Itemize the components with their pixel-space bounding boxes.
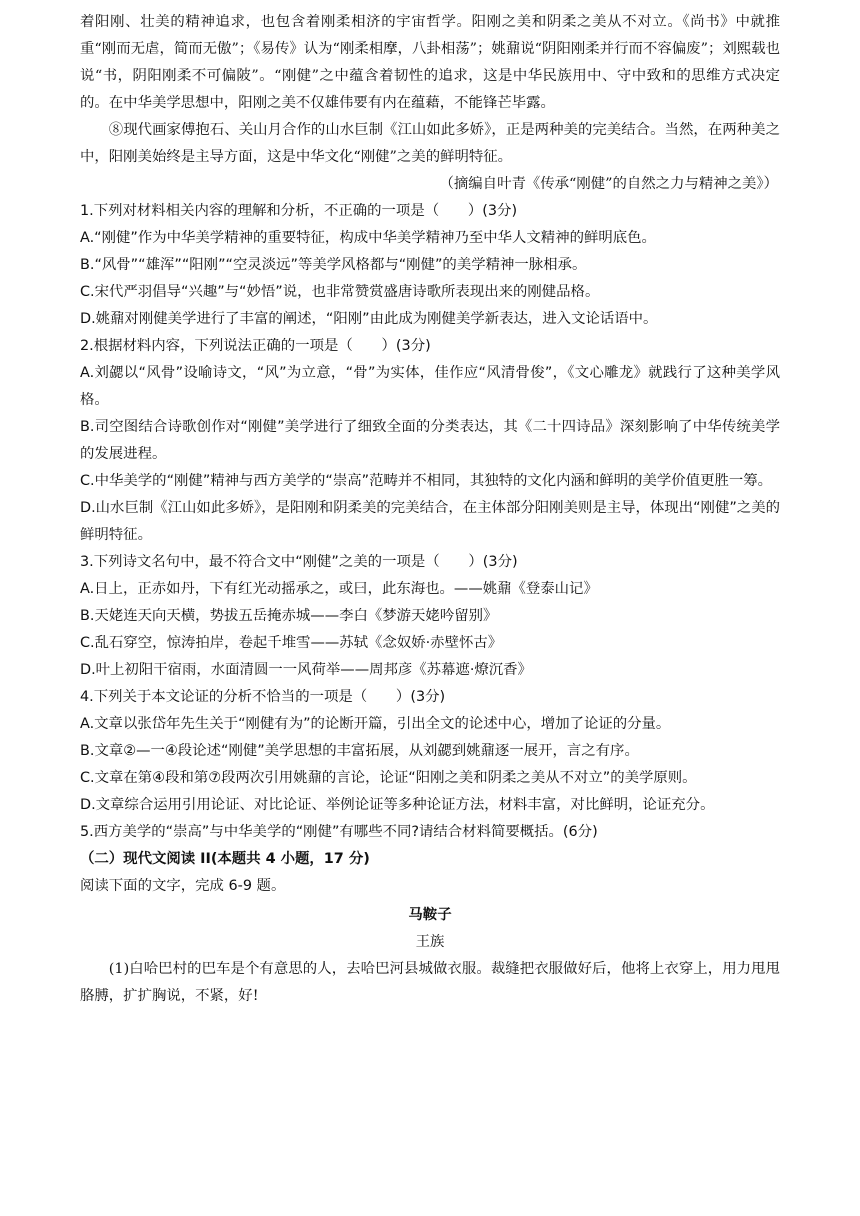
question-1 <box>80 198 780 333</box>
question-stem: 5.西方美学的“崇高”与中华美学的“刚健”有哪些不同?请结合材料简要概括。(6分) <box>80 824 598 840</box>
article-title: 马鞍子 <box>408 907 452 923</box>
question-2 <box>80 333 780 549</box>
article-paragraph-1: (1)白哈巴村的巴车是个有意思的人，去哈巴河县城做衣服。裁缝把衣服做好后，他将上衣穿上，用力甩甩胳膊，扩扩胸说，不紧，好! <box>80 961 780 1004</box>
option-d: D.文章综合运用引用论证、对比论证、举例论证等多种论证方法，材料丰富，对比鲜明，论证充分。 <box>80 797 715 813</box>
passage-paragraph-7-continued: 着阳刚、壮美的精神追求，也包含着刚柔相济的宇宙哲学。阳刚之美和阴柔之美从不对立。《尚书》中就推重“刚而无虐，简而无傲”；《易传》认为“刚柔相摩，八卦相荡”；姚鼐说“阴阳刚柔并行而不容偏废”；刘熙载也说“书，阴阳刚柔不可偏陂”。“刚健”之中蕴含着韧性的追求，这是中华民族用中、守中致和的思维方式决定的。在中华美学思想中，阳刚之美不仅雄伟要有内在蕴藉，不能锋芒毕露。 <box>80 14 780 111</box>
option-b: B.“风骨”“雄浑”“阳刚”“空灵淡远”等美学风格都与“刚健”的美学精神一脉相承。 <box>80 257 587 273</box>
question-stem: 1.下列对材料相关内容的理解和分析，不正确的一项是（ ）(3分) <box>80 203 518 219</box>
option-a: A.日上，正赤如丹，下有红光动摇承之，或曰，此东海也。——姚鼐《登泰山记》 <box>80 581 598 597</box>
option-d: D.姚鼐对刚健美学进行了丰富的阐述，“阳刚”由此成为刚健美学新表达，进入文论话语中。 <box>80 311 658 327</box>
option-b: B.文章②—一④段论述“刚健”美学思想的丰富拓展，从刘勰到姚鼐逐一展开，言之有序。 <box>80 743 639 759</box>
option-c: C.乱石穿空，惊涛拍岸，卷起千堆雪——苏轼《念奴娇·赤壁怀古》 <box>80 635 503 651</box>
option-b: B.天姥连天向天横，势拔五岳掩赤城——李白《梦游天姥吟留别》 <box>80 608 498 624</box>
option-b: B.司空图结合诗歌创作对“刚健”美学进行了细致全面的分类表达，其《二十四诗品》深刻影响了中华传统美学的发展进程。 <box>80 419 780 462</box>
option-a: A.刘勰以“风骨”设喻诗文，“风”为立意，“骨”为实体，佳作应“风清骨俊”，《文心雕龙》就践行了这种美学风格。 <box>80 365 780 408</box>
option-a: A.文章以张岱年先生关于“刚健有为”的论断开篇，引出全文的论述中心，增加了论证的分量。 <box>80 716 671 732</box>
option-d: D.叶上初阳干宿雨，水面清圆一一风荷举——周邦彦《苏幕遮·燎沉香》 <box>80 662 532 678</box>
passage-paragraph-8: ⑧现代画家傅抱石、关山月合作的山水巨制《江山如此多娇》，正是两种美的完美结合。当然，在两种美之中，阳刚美始终是主导方面，这是中华文化“刚健”之美的鲜明特征。 <box>80 122 780 165</box>
question-4 <box>80 684 780 819</box>
article-author: 王族 <box>415 934 445 950</box>
question-stem: 4.下列关于本文论证的分析不恰当的一项是（ ）(3分) <box>80 689 446 705</box>
question-5 <box>80 819 780 846</box>
option-d: D.山水巨制《江山如此多娇》，是阳刚和阴柔美的完美结合，在主体部分阳刚美则是主导，体现出“刚健”之美的鲜明特征。 <box>80 500 780 543</box>
section-instruction: 阅读下面的文字，完成 6-9 题。 <box>80 878 286 894</box>
option-c: C.中华美学的“刚健”精神与西方美学的“崇高”范畴并不相同，其独特的文化内涵和鲜明的美学价值更胜一筹。 <box>80 473 773 489</box>
page-content <box>80 9 780 1010</box>
option-c: C.宋代严羽倡导“兴趣”与“妙悟”说，也非常赞赏盛唐诗歌所表现出来的刚健品格。 <box>80 284 600 300</box>
passage-source: （摘编自叶青《传承“刚健”的自然之力与精神之美》） <box>439 176 778 192</box>
question-3 <box>80 549 780 684</box>
section-heading: （二）现代文阅读 II(本题共 4 小题，17 分) <box>80 851 370 867</box>
option-a: A.“刚健”作为中华美学精神的重要特征，构成中华美学精神乃至中华人文精神的鲜明底色。 <box>80 230 656 246</box>
question-stem: 2.根据材料内容，下列说法正确的一项是（ ）(3分) <box>80 338 431 354</box>
option-c: C.文章在第④段和第⑦段两次引用姚鼐的言论，论证“阳刚之美和阴柔之美从不对立”的美学原则。 <box>80 770 697 786</box>
question-stem: 3.下列诗文名句中，最不符合文中“刚健”之美的一项是（ ）(3分) <box>80 554 518 570</box>
